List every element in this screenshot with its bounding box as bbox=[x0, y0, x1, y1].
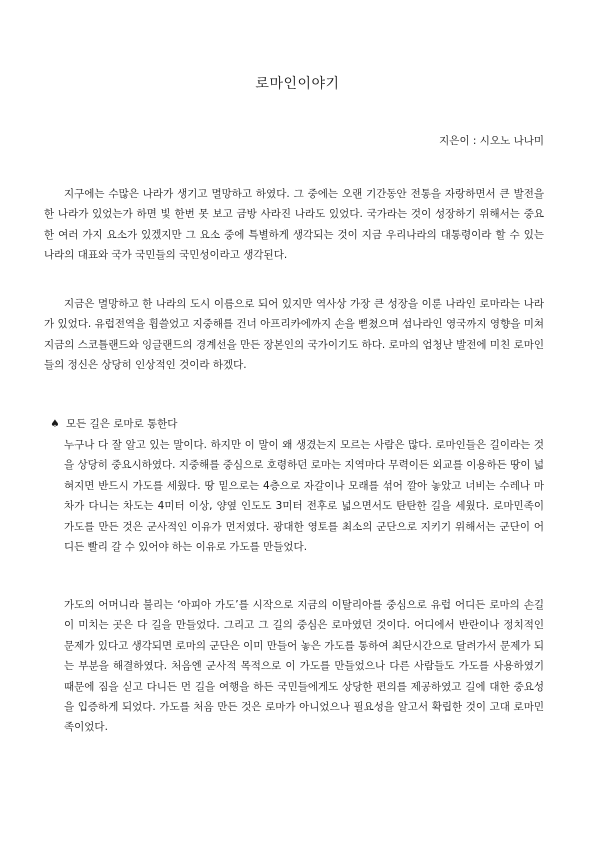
section-paragraph-1: 누구나 다 잘 알고 있는 말이다. 하지만 이 말이 왜 생겼는지 모르는 사람은 많다. 로마인들은 길이라는 것을 상당히 중요시하였다. 지중해를 중심으로 호령하던 로마는 지역마다 무력이든 외교를 이용하든 땅이 넓혀지면 반드시 가도를 세웠다. 땅 밑으로는 4층으로 자갈이나 모래를 섞어 깔아 놓았고 너비는 수레나 마차가 다니는 차도는 4미터 이상, 양옆 인도도 3미터 전후로 넓으면서도 탄탄한 길을 세웠다. 로마민족이 가도를 만든 것은 군사적인 이유가 먼저였다. 광대한 영토를 최소의 군단으로 지키기 위해서는 군단이 어디든 빨리 갈 수 있어야 하는 이유로 가도를 만들었다. bbox=[64, 439, 544, 554]
spade-icon: ♠ bbox=[50, 418, 60, 430]
section-heading-text: 모든 길은 로마로 통한다 bbox=[66, 418, 178, 430]
section-heading bbox=[48, 414, 177, 434]
author-line: 지은이 : 시오노 나나미 bbox=[439, 135, 544, 147]
intro-paragraph-2: 지금은 멸망하고 한 나라의 도시 이름으로 되어 있지만 역사상 가장 큰 성장을 이룬 나라인 로마라는 나라가 있었다. 유럽전역을 휩쓸었고 지중해를 건너 아프리카에까지 손을 뻗쳤으며 섬나라인 영국까지 영향을 미쳐 지금의 스코틀랜드와 잉글랜드의 경계선을 만든 장본인의 국가이기도 하다. 로마의 엄청난 발전에 미친 로마인들의 정신은 상당히 인상적인 것이라 하겠다. bbox=[44, 298, 544, 372]
section-paragraph-2: 가도의 어머니라 불리는 ‘아피아 가도’를 시작으로 지금의 이탈리아를 중심으로 유럽 어디든 로마의 손길이 미치는 곳은 다 길을 만들었다. 그리고 그 길의 중심은 로마였던 것이다. 어디에서 반란이나 정치적인 문제가 있다고 생각되면 로마의 군단은 이미 만들어 놓은 가도를 통하여 최단시간으로 달려가서 문제가 되는 부분을 해결하였다. 처음엔 군사적 목적으로 이 가도를 만들었으나 다른 사람들도 가도를 사용하였기 때문에 짐을 싣고 다니든 먼 길을 여행을 하든 국민들에게도 상당한 편의를 제공하였고 길에 대한 중요성을 입증하게 되었다. 가도를 처음 만든 것은 로마가 아니었으나 필요성을 알고서 확립한 것이 고대 로마민족이었다. bbox=[64, 599, 544, 734]
page-title: 로마인이야기 bbox=[255, 76, 340, 92]
intro-paragraph-1: 지구에는 수많은 나라가 생기고 멸망하고 하였다. 그 중에는 오랜 기간동안 전통을 자랑하면서 큰 발전을 한 나라가 있었는가 하면 빛 한번 못 보고 금방 사라진 나라도 있었다. 국가라는 것이 성장하기 위해서는 중요한 여러 가지 요소가 있겠지만 그 요소 중에 특별하게 생각되는 것이 지금 우리나라의 대통령이라 할 수 있는 나라의 대표와 국가 국민들의 국민성이라고 생각된다. bbox=[44, 188, 544, 262]
